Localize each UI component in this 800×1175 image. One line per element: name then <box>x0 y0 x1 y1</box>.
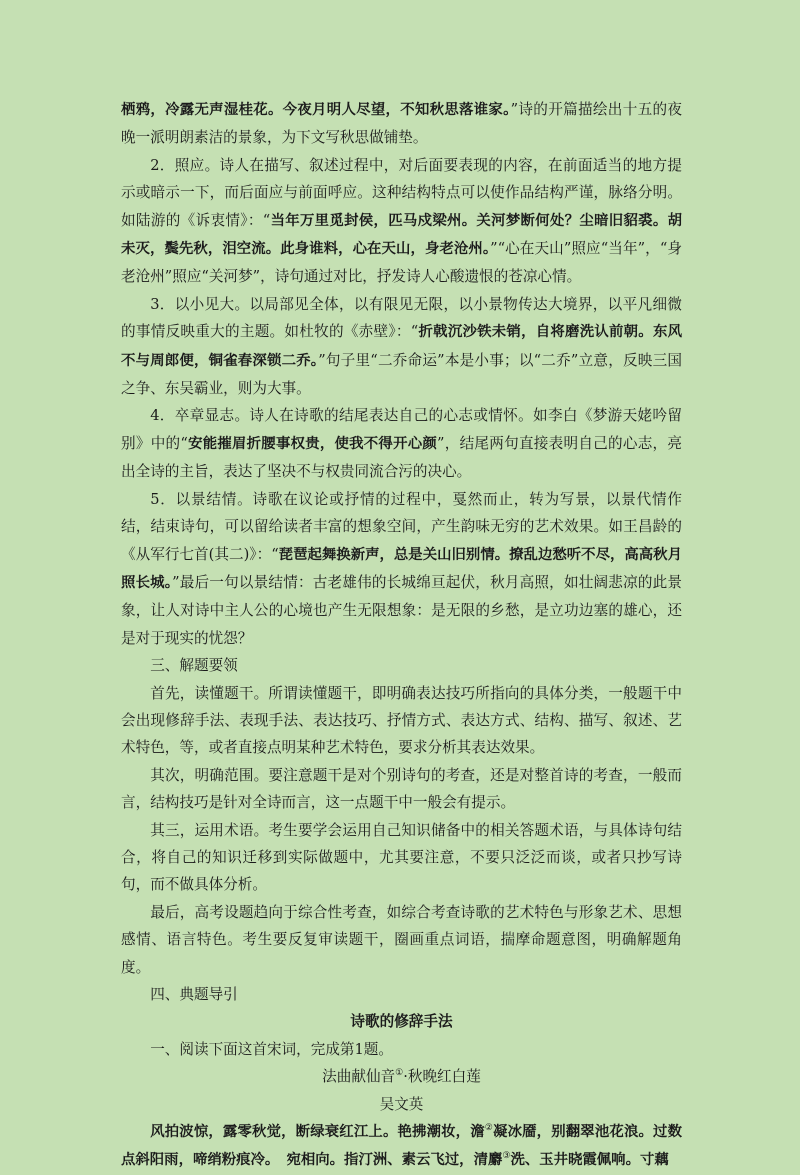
poem-author: 吴文英 <box>379 1095 424 1113</box>
paragraph-5 <box>121 486 682 652</box>
question-instruction: 一、阅读下面这首宋词，完成第1题。 <box>150 1040 393 1058</box>
paragraph-4 <box>121 402 682 485</box>
poem-text: 风拍波惊，露零秋觉，断绿衰红江上。艳拂潮妆，澹 <box>150 1124 485 1141</box>
topic-title: 诗歌的修辞手法 <box>350 1013 453 1031</box>
section-heading-4: 四、典题导引 <box>150 986 238 1003</box>
paragraph-text: ”“心在天山”照应“当年”，“身老沧州”照应“关河梦”，诗句通过对比，抒发诗人心酸遗恨的苍凉心情。 <box>121 240 682 286</box>
footnote-marker: ① <box>395 1068 404 1079</box>
quoted-verse: 琵琶起舞换新声，总是关山旧别情。撩乱边愁听不尽，高高秋月照长城。 <box>121 546 682 591</box>
paragraph-text: ”诗的开篇描绘出十五的夜晚一派明朗素洁的景象，为下文写秋思做铺垫。 <box>121 101 682 147</box>
poem-title <box>121 1063 682 1090</box>
quoted-verse: 折戟沉沙铁未销，自将磨洗认前朝。东风不与周郎便，铜雀春深锁二乔。 <box>121 324 682 369</box>
paragraph-1 <box>121 96 682 152</box>
poem-title-sub: ·秋晚红白莲 <box>403 1068 481 1086</box>
footnote-marker: ② <box>484 1123 494 1134</box>
poem-body <box>121 1118 682 1175</box>
paragraph-9: 最后，高考设题趋向于综合性考查，如综合考查诗歌的艺术特色与形象艺术、思想感情、语言特色。考生要反复审读题干，圈画重点词语，揣摩命题意图，明确解题角度。 <box>121 903 682 976</box>
footnote-marker: ③ <box>502 1151 511 1162</box>
paragraph-text: ”最后一句以景结情：古老雄伟的长城绵亘起伏，秋月高照，如壮阔悲凉的此景象，让人对诗中主人公的心境也产生无限想象：是无限的乡愁，是立功边塞的雄心，还是对于现实的忧怨？ <box>121 573 682 647</box>
paragraph-text: 3．以小见大。以局部见全体，以有限见无限，以小景物传达大境界，以平凡细微的事情反映重大的主题。如杜牧的《赤壁》：“ <box>121 295 682 341</box>
quoted-verse: 安能摧眉折腰事权贵，使我不得开心颜 <box>187 435 438 452</box>
poem-title-main: 法曲献仙音 <box>322 1068 396 1086</box>
quoted-verse: 栖鸦，冷露无声湿桂花。今夜月明人尽望，不知秋思落谁家。 <box>121 102 511 118</box>
paragraph-text: ”，结尾两句直接表明自己的心志，亮出全诗的主旨，表达了坚决不与权贵同流合污的决心。 <box>121 434 682 481</box>
poem-text: 洗、玉井晓霞佩响。寸藕 <box>510 1152 669 1169</box>
paragraph-text: 5．以景结情。诗歌在议论或抒情的过程中，戛然而止，转为写景，以景代情作结，结束诗句，可以留给读者丰富的想象空间，产生韵味无穷的艺术效果。如王昌龄的《从军行七首(其二)》：“ <box>121 490 682 563</box>
paragraph-text: 2．照应。诗人在描写、叙述过程中，对后面要表现的内容，在前面适当的地方提示或暗示一下，而后面应与前面呼应。这种结构特点可以使作品结构严谨，脉络分明。如陆游的《诉衷情》：“ <box>121 156 682 229</box>
paragraph-text: ”句子里“二乔命运”本是小事；以“二乔”立意，反映三国之争、东吴霸业，则为大事。 <box>121 351 682 398</box>
paragraph-3 <box>121 291 682 403</box>
section-heading-3: 三、解题要领 <box>150 657 238 675</box>
paragraph-8: 其三，运用术语。考生要学会运用自己知识储备中的相关答题术语，与具体诗句结合，将自己的知识迁移到实际做题中，尤其要注意，不要只泛泛而谈，或者只抄写诗句，而不做具体分析。 <box>121 821 682 894</box>
paragraph-7: 其次，明确范围。要注意题干是对个别诗句的考查，还是对整首诗的考查，一般而言，结构技巧是针对全诗而言，这一点题干中一般会有提示。 <box>121 766 682 812</box>
poem-text: 凝冰靥，别翻翠池花浪。过数点斜阳雨，啼绡粉痕冷。 宛相向。指汀洲、素云飞过，清麝 <box>121 1124 682 1169</box>
paragraph-text: 4．卒章显志。诗人在诗歌的结尾表达自己的心志或情怀。如李白《梦游天姥吟留别》中的“ <box>121 407 682 452</box>
quoted-verse: 当年万里觅封侯，匹马戍梁州。关河梦断何处？尘暗旧貂裘。胡未灭，鬓先秋，泪空流。此身谁料，心在天山，身老沧州。 <box>121 212 682 258</box>
paragraph-2 <box>121 152 682 291</box>
paragraph-6: 首先，读懂题干。所谓读懂题干，即明确表达技巧所指向的具体分类，一般题干中会出现修辞手法、表现手法、表达技巧、抒情方式、表达方式、结构、描写、叙述、艺术特色，等，或者直接点明某种艺术特色，要求分析其表达效果。 <box>121 684 682 757</box>
